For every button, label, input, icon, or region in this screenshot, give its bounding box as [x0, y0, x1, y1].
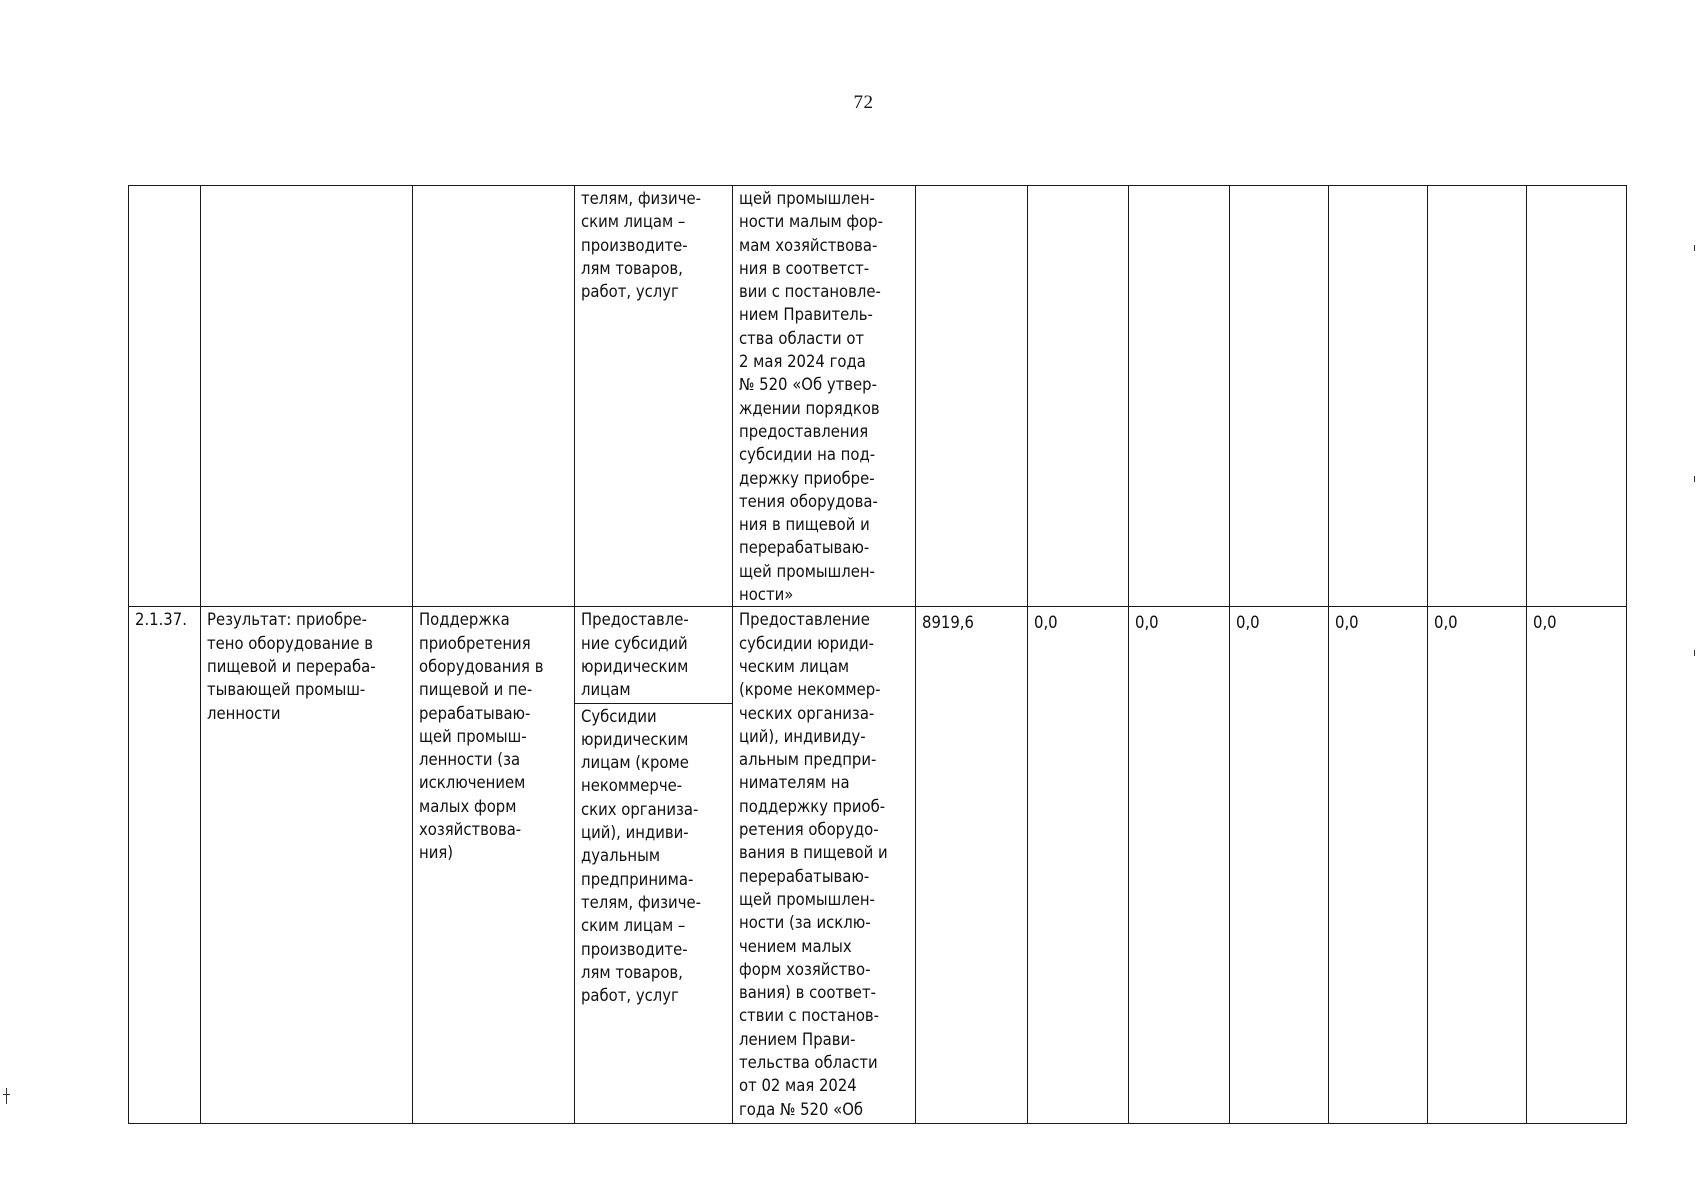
description-cell [733, 186, 916, 607]
page-number: 72 [853, 92, 874, 113]
form-cell [575, 186, 733, 607]
name-cell [201, 607, 413, 1124]
scan-margin-mark [3, 1094, 10, 1095]
measure-cell [413, 186, 575, 607]
form-text: телям, физиче- ским лицам – производите- лям товаров, работ, услуг [581, 189, 701, 302]
value-cell [1129, 186, 1230, 607]
scan-margin-mark [1694, 476, 1695, 482]
table-row-2-1-37 [129, 607, 1627, 1124]
form-type-text: Предоставле- ние субсидий юридическим лицам [575, 608, 732, 703]
result-name-text: Результат: приобре- тено оборудование в пищевой и перераба- тывающей промыш- ленности [207, 610, 376, 723]
value-cell: 0,0 [1129, 607, 1230, 1124]
measure-cell [413, 607, 575, 1124]
form-cell [575, 607, 733, 1124]
form-recipient-text: Субсидии юридическим лицам (кроме некоммерче- ских организа- ций), индиви- дуальным предпринима- телям, физиче- ским лицам – производите- лям товаров, работ, услуг [581, 706, 701, 1006]
scan-margin-mark [6, 1088, 7, 1104]
scan-margin-mark [1694, 245, 1695, 251]
value-cell [1028, 186, 1129, 607]
description-text: Предоставление субсидии юриди- ческим лицам (кроме некоммер- ческих организа- ций), индивиду- альным предпри- нимателям на поддержку приоб- ретения оборудо- вания в пищевой и перерабатываю- щей промышлен- ности (за исклю- чением малых форм хозяйство- вания) в соответ- ствии с постанов- лением Прави- тельства области от 02 мая 2024 года № 520 «Об [739, 610, 888, 1119]
table-row-continuation [129, 186, 1627, 607]
index-cell: 2.1.37. [129, 607, 201, 1124]
value-cell: 0,0 [1028, 607, 1129, 1124]
value-cell: 0,0 [1329, 607, 1428, 1124]
value-cell [916, 186, 1028, 607]
value-cell [1329, 186, 1428, 607]
description-text: щей промышлен- ности малым фор- мам хозяйствова- ния в соответст- вии с постановле- нием Правитель- ства области от 2 мая 2024 года № 520 «Об утвер- ждении порядков предоставления субсидии на под- держку приобре- тения оборудова- ния в пищевой и перерабатываю- щей промышлен- ности» [739, 189, 883, 605]
value-cell: 0,0 [1527, 607, 1627, 1124]
value-cell [1230, 186, 1329, 607]
value-cell [1527, 186, 1627, 607]
name-cell [201, 186, 413, 607]
value-cell: 0,0 [1428, 607, 1527, 1124]
measure-text: Поддержка приобретения оборудования в пищевой и пе- рерабатываю- щей промыш- ленности (за исключением малых форм хозяйствова- ния) [419, 610, 544, 863]
value-cell [1428, 186, 1527, 607]
budget-table [128, 185, 1627, 1124]
value-cell-total: 8919,6 [916, 607, 1028, 1124]
scan-margin-mark [1694, 650, 1695, 656]
value-cell: 0,0 [1230, 607, 1329, 1124]
index-cell [129, 186, 201, 607]
description-cell [733, 607, 916, 1124]
